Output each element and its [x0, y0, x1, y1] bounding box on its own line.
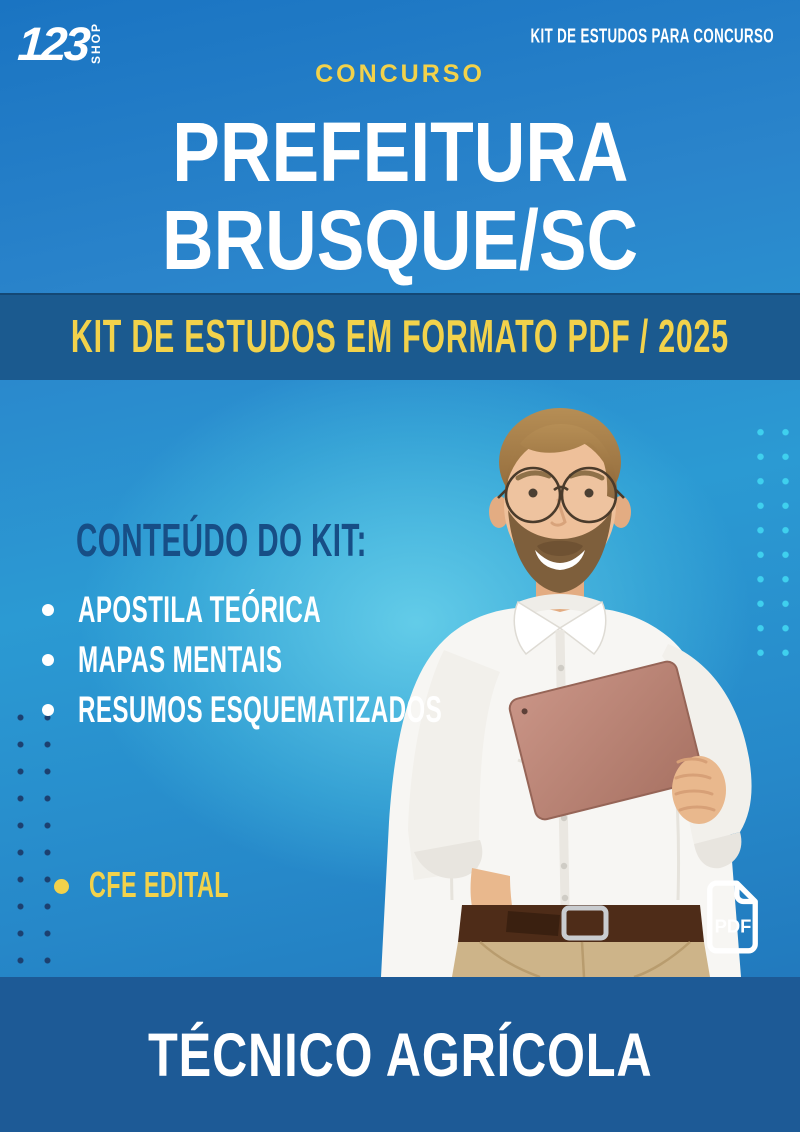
logo-number: 123 [16, 17, 90, 70]
page-title [0, 105, 800, 287]
bullet-icon [54, 879, 69, 894]
kit-content-heading: CONTEÚDO DO KIT: [76, 514, 367, 566]
title-line-2: BRUSQUE/SC [161, 193, 639, 287]
kit-format-banner-text: KIT DE ESTUDOS EM FORMATO PDF / 2025 [71, 311, 729, 363]
list-item-highlight [54, 866, 268, 906]
kit-item-label: MAPAS MENTAIS [78, 638, 283, 681]
kit-item-label: APOSTILA TEÓRICA [78, 588, 322, 631]
man-hand [672, 756, 726, 824]
kit-item-label: CFE EDITAL [89, 865, 229, 906]
left-dot-pattern [7, 704, 55, 976]
list-item [42, 640, 340, 680]
kit-format-banner [0, 293, 800, 380]
role-title: TÉCNICO AGRÍCOLA [147, 1020, 653, 1089]
top-right-tagline: KIT DE ESTUDOS PARA CONCURSO [530, 24, 774, 48]
list-item [42, 590, 390, 630]
bullet-icon [42, 654, 54, 666]
title-line-1: PREFEITURA [171, 105, 629, 199]
role-title-banner [0, 977, 800, 1132]
pdf-icon [704, 878, 762, 954]
logo-shop-label: SHOP [89, 22, 104, 65]
bullet-icon [42, 604, 54, 616]
kicker-concurso: CONCURSO [315, 60, 485, 88]
pants [452, 942, 710, 977]
kit-item-label: RESUMOS ESQUEMATIZADOS [78, 688, 443, 731]
pdf-icon-label: PDF [714, 915, 752, 937]
